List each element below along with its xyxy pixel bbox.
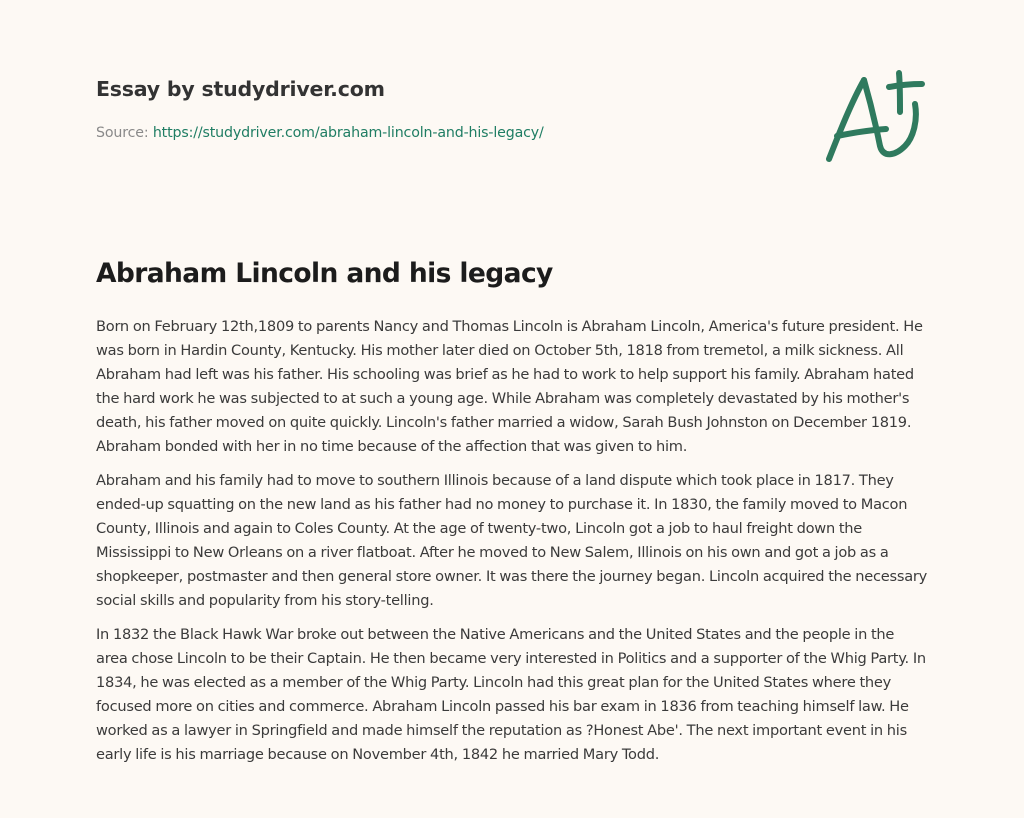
site-title: Essay by studydriver.com	[96, 77, 385, 101]
a-plus-grade-icon	[820, 66, 930, 166]
essay-header	[96, 74, 796, 143]
source-line	[96, 123, 796, 143]
source-label: Source:	[96, 125, 149, 141]
essay-title: Abraham Lincoln and his legacy	[96, 258, 553, 289]
essay-paragraph: In 1832 the Black Hawk War broke out between the Native Americans and the United States and the people in the area chose Lincoln to be their Captain. He then became very interested in Politics and a supporter of the Whig Party. In 1834, he was elected as a member of the Whig Party. Lincoln had this great plan for the United States where they focused more on cities and commerce. Abraham Lincoln passed his bar exam in 1836 from teaching himself law. He worked as a lawyer in Springfield and made himself the reputation as ?Honest Abe'. The next important event in his early life is his marriage because on November 4th, 1842 he married Mary Todd.	[96, 626, 926, 763]
essay-paragraph: Abraham and his family had to move to southern Illinois because of a land dispute which took place in 1817. They ended-up squatting on the new land as his father had no money to purchase it. In 1830, the family moved to Macon County, Illinois and again to Coles County. At the age of twenty-two, Lincoln got a job to haul freight down the Mississippi to New Orleans on a river flatboat. After he moved to New Salem, Illinois on his own and got a job as a shopkeeper, postmaster and then general store owner. It was there the journey began. Lincoln acquired the necessary social skills and popularity from his story-telling.	[96, 472, 928, 609]
source-link[interactable]: https://studydriver.com/abraham-lincoln-and-his-legacy/	[152, 125, 544, 141]
essay-body	[96, 315, 928, 777]
essay-paragraph: Born on February 12th,1809 to parents Nancy and Thomas Lincoln is Abraham Lincoln, America's future president. He was born in Hardin County, Kentucky. His mother later died on October 5th, 1818 from tremetol, a milk sickness. All Abraham had left was his father. His schooling was brief as he had to work to help support his family. Abraham hated the hard work he was subjected to at such a young age. While Abraham was completely devastated by his mother's death, his father moved on quite quickly. Lincoln's father married a widow, Sarah Bush Johnston on December 1819. Abraham bonded with her in no time because of the affection that was given to him.	[96, 318, 923, 455]
